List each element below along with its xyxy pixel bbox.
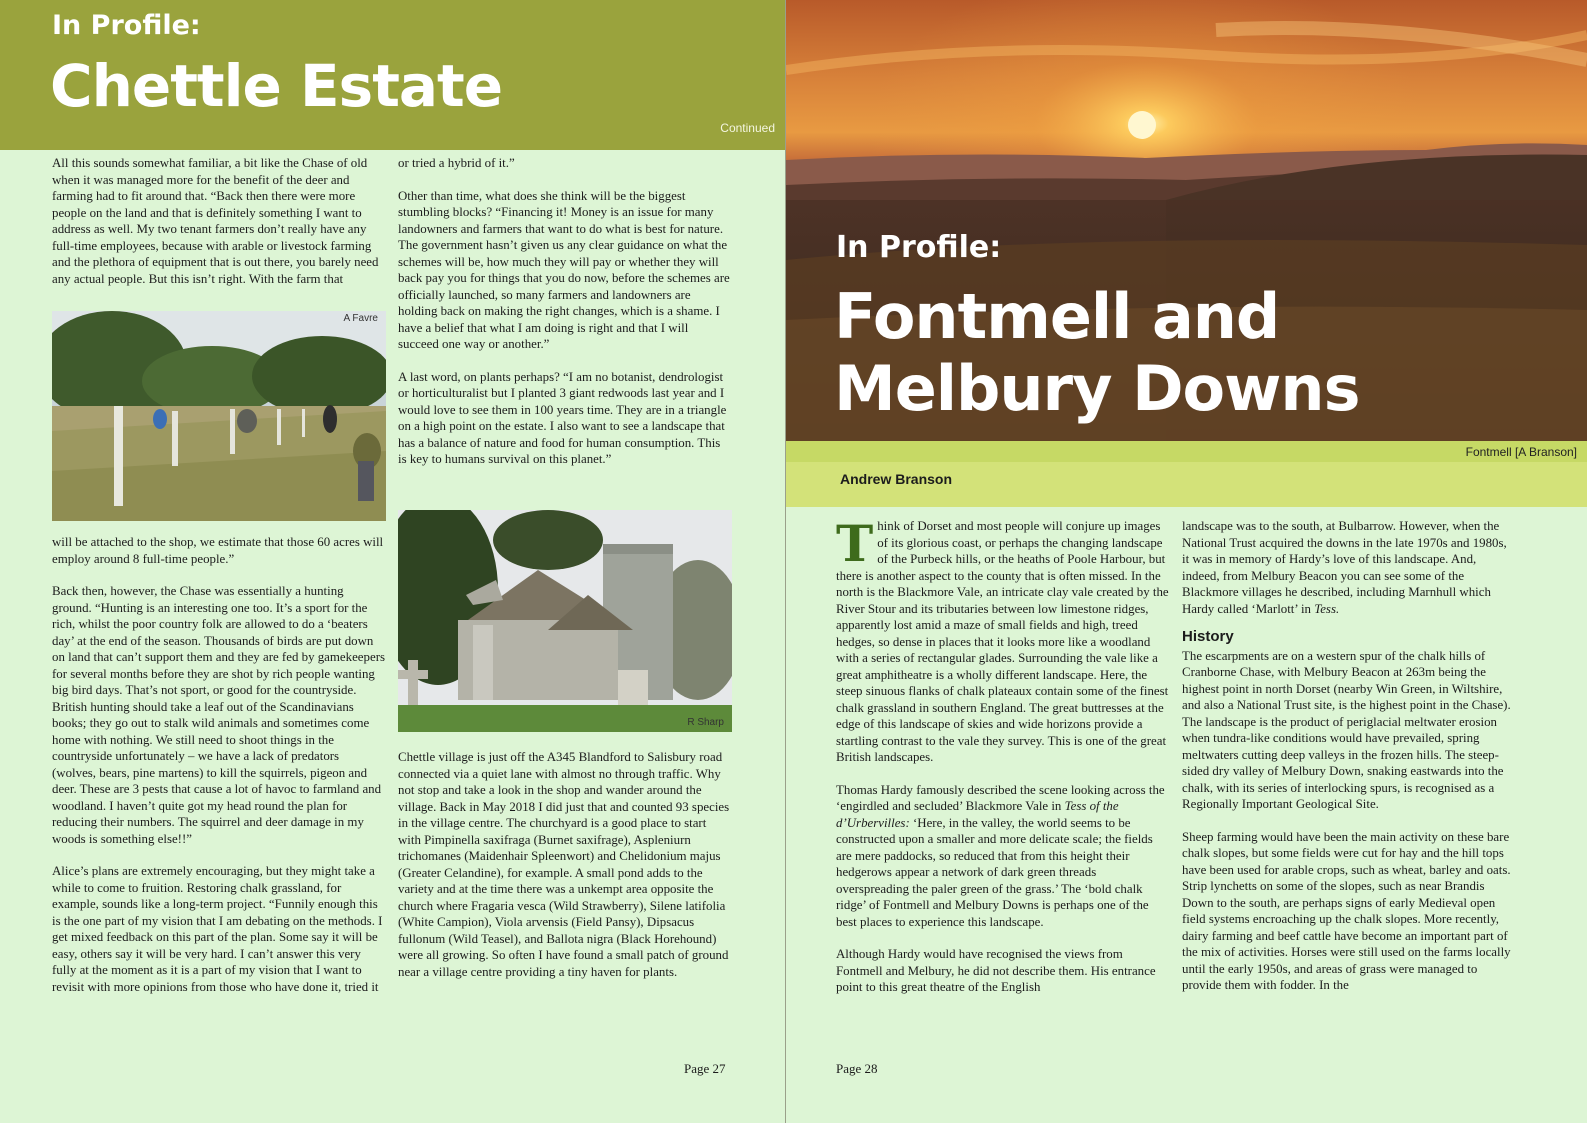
hero-photo-credit: Fontmell [A Branson] bbox=[1465, 445, 1577, 459]
photo-credit: A Favre bbox=[343, 313, 378, 324]
left-page-title: Chettle Estate bbox=[50, 52, 503, 120]
left-column-1-top bbox=[52, 155, 386, 287]
paragraph: The escarpments are on a western spur of the chalk hills of Cranborne Chase, with Melbury Beacon at 263m being the highest point in north Dorset (nearby Win Green, in Wiltshire, and also a National Trust site, is the highest point in the Chase). The landscape is the product of periglacial meltwater erosion when tundra-like conditions would have prevailed, spring meltwaters cutting deep valleys in the frozen hills. The steep-sided dry valley of Melbury Down, snaking eastwards into the chalk, with its series of interlocking spurs, is recognised as a Regionally Important Geological Site. bbox=[1182, 648, 1511, 811]
paragraph-text: landscape was to the south, at Bulbarrow. However, when the National Trust acquired the downs in the late 1970s and 1980s, it was in memory of Hardy’s love of this landscape. And, indeed, from Melbury Beacon you can see some of the Blackmore villages he described, including Marnhull which Hardy called ‘Marlott’ in bbox=[1182, 519, 1507, 616]
continued-label: Continued bbox=[720, 121, 775, 135]
paragraph bbox=[1182, 518, 1516, 617]
book-title: Tess of the d’Urbervilles: bbox=[836, 799, 1119, 830]
book-title: Tess. bbox=[1314, 601, 1340, 616]
page-number: Page 27 bbox=[684, 1061, 726, 1076]
right-column-2 bbox=[1182, 518, 1516, 994]
history-heading: History bbox=[1182, 628, 1234, 645]
paragraph: Alice’s plans are extremely encouraging, but they might take a while to come to fruition. Restoring chalk grassland, for example, sounds like a long-term project. “Funnily enough this is the one part of my vision that I am debating on the methods. I get mixed feedback on this part of the plan. Some say it will be easy, others say it will be very hard. I can’t answer this very fully at the moment as it is a part of my vision that I want to revisit with more opinions from those who have done it, tried it bbox=[52, 864, 383, 994]
tree-planting-photo bbox=[52, 311, 386, 521]
paragraph: Although Hardy would have recognised the views from Fontmell and Melbury, he did not describe them. His entrance point to this great theatre of the English bbox=[836, 947, 1156, 994]
page-28 bbox=[786, 0, 1587, 1123]
page-number: Page 28 bbox=[836, 1061, 878, 1076]
paragraph: will be attached to the shop, we estimate that those 60 acres will employ around 8 full-time people.” bbox=[52, 535, 384, 566]
paragraph-text: ‘Here, in the valley, the world seems to be constructed upon a smaller and more delicate scale; the fields are mere paddocks, so reduced that from this height their hedgerows appear a network of dark green threads overspreading the paler green of the grass.’ The ‘bold chalk ridge’ of Fontmell and Melbury Downs is perhaps one of the best places to experience this landscape. bbox=[836, 815, 1153, 929]
left-column-2-bottom bbox=[398, 749, 732, 980]
right-page-title bbox=[834, 281, 1359, 425]
right-column-1 bbox=[836, 514, 1170, 996]
paragraph: A last word, on plants perhaps? “I am no botanist, dendrologist or horticulturalist but I planted 3 giant redwoods last year and I would love to see them in 100 years time. They are in a triangle on a high point on the estate. I also want to see a landscape that has a balance of nature and food for human consumption. This is key to humans survival on this planet.” bbox=[398, 369, 727, 466]
paragraph: Back then, however, the Chase was essentially a hunting ground. “Hunting is an interesting one too. It’s a sport for the rich, whilst the poor country folk are allowed to do a ‘beaters day’ at the end of the season. Thousands of birds are put down on land that can’t support them and they are fed by gamekeepers for several months before they are shot by rich people wanting big bird days. That’s not sport, or good for the countryside. British hunting should take a leaf out of the Scandinavians books; they go out to stalk wild animals and sometimes come home with nothing. We still need to shoot things in the countryside unfortunately – we have a lack of predators (wolves, bears, pine martens) to kill the squirrels, pigeon and deer. These are 3 pests that cause a lot of havoc to farmland and woodland. I haven’t quite got my head round the plan for reducing their numbers. The squirrel and deer damage in my woods is something else!!” bbox=[52, 584, 386, 846]
paragraph-text: hink of Dorset and most people will conjure up images of its glorious coast, or perhaps the changing landscape of the Purbeck hills, or the heaths of Poole Harbour, but there is another aspect to the county that is often missed. In the north is the Blackmore Vale, an intricate clay vale created by the River Stour and its tributaries between low limestone ridges, apparently lost amid a maze of small fields and high, treed hedges, so dense in places that it looks more like a woodland with a series of rectangular glades. Surrounding the vale like a great amphitheatre is a wholly different landscape. Here, the steep sinuous flanks of chalk plateaux contain some of the finest chalk grassland in southern England. The great buttresses at the edge of this landscape of skies and wide horizons provide a startling contrast to the vale they survey. This is one of the great British landscapes. bbox=[836, 519, 1169, 764]
left-header-banner bbox=[0, 0, 785, 150]
paragraph: or tried a hybrid of it.” bbox=[398, 156, 515, 170]
title-line-1: Fontmell and bbox=[834, 280, 1280, 353]
paragraph-text: Thomas Hardy famously described the scene looking across the ‘engirdled and secluded’ Blackmore Vale in bbox=[836, 782, 1165, 813]
church-image bbox=[398, 510, 732, 732]
title-line-2: Melbury Downs bbox=[834, 352, 1360, 425]
paragraph: All this sounds somewhat familiar, a bit like the Chase of old when it was managed more for the benefit of the deer and farming had to fit around that. “Back then there were more people on the land and that is definitely something I want to address as well. My two tenant farmers don’t really have any full-time employees, because with arable or livestock farming and the plethora of equipment that is out there, you barely need any actual people. But this isn’t right. With the farm that bbox=[52, 156, 379, 286]
page-27 bbox=[0, 0, 785, 1123]
paragraph: Other than time, what does she think will be the biggest stumbling blocks? “Financing it! Money is an issue for many landowners and farmers that want to do what is best for nature. The government hasn’t given us any clear guidance on what the schemes will be, how much they will pay or whether they will back pay you for things that you do now, before the schemes are officially launched, so many farmers and landowners are holding back on making the right changes, which is a shame. I have a belief that what I am doing is right and that I will succeed one way or another.” bbox=[398, 188, 730, 351]
paragraph bbox=[836, 782, 1170, 931]
left-kicker: In Profile: bbox=[52, 10, 201, 41]
paragraph bbox=[836, 514, 1170, 766]
photo-credit: R Sharp bbox=[687, 717, 724, 728]
tree-planting-image bbox=[52, 311, 386, 521]
drop-cap: T bbox=[836, 514, 874, 573]
paragraph: Sheep farming would have been the main activity on these bare chalk slopes, but some fields were cut for hay and the hill tops have been used for arable crops, such as wheat, barley and oats. Strip lynchetts on some of the slopes, such as near Brandis Down to the south, are perhaps signs of early Medieval open field systems encroaching up the chalk slopes. More recently, dairy farming and beef cattle have become an important part of the mix of activities. Horses were still used on the farms locally until the early 1950s, and areas of grass were managed to provide them with fodder. In the bbox=[1182, 829, 1511, 992]
left-column-1-bottom bbox=[52, 534, 386, 995]
left-column-2-top bbox=[398, 155, 732, 468]
author-name: Andrew Branson bbox=[840, 471, 953, 487]
paragraph: Chettle village is just off the A345 Blandford to Salisbury road connected via a quiet lane with almost no through traffic. Why not stop and take a look in the shop and wander around the village. Back in May 2018 I did just that and counted 93 species in the village centre. The churchyard is a good place to start with Pimpinella saxifraga (Burnet saxifrage), Aspleniurn trichomanes (Maidenhair Spleenwort) and Chelidonium majus (Greater Celandine), for example. A small pond adds to the variety and at the time there was a unkempt area opposite the church where Fragaria vesca (Wild Strawberry), Silene latifolia (White Campion), Viola arvensis (Field Pansy), Dipsacus fullonum (Wild Teasel), and Ballota nigra (Black Horehound) were all growing. So often I have found a small patch of ground near a village centre providing a tiny haven for plants. bbox=[398, 750, 730, 979]
right-kicker: In Profile: bbox=[836, 230, 1002, 265]
sunset-hero-image bbox=[786, 0, 1587, 441]
church-photo bbox=[398, 510, 732, 732]
